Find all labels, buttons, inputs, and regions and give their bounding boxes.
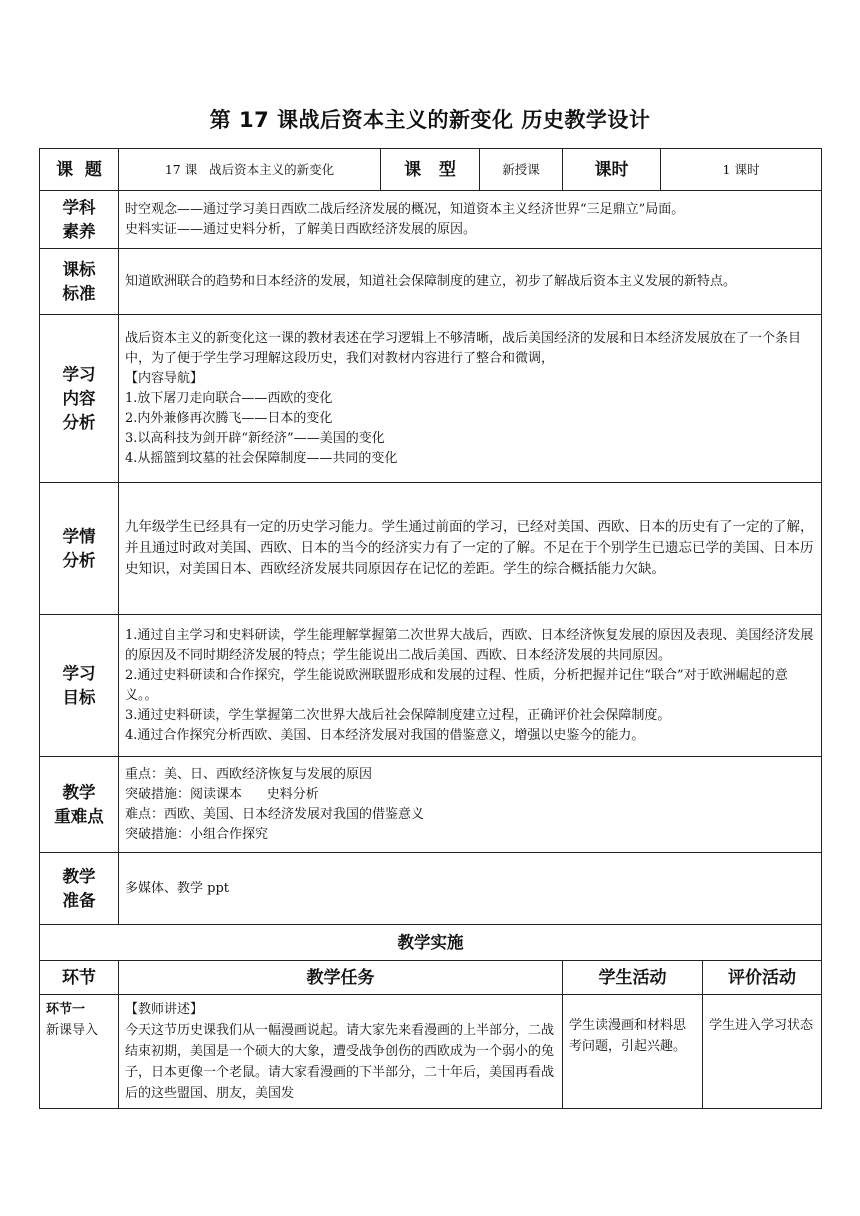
content-line: 战后资本主义的新变化这一课的教材表述在学习逻辑上不够清晰，战后美国经济的发展和日本经济发展放在了一个条目中，为了便于学生学习理解这段历史，我们对教材内容进行了整合和微调， bbox=[125, 330, 802, 366]
keypoint-line: 突破措施：小组合作探究 bbox=[125, 826, 269, 842]
content-line: 2.内外兼修再次腾飞——日本的变化 bbox=[125, 410, 333, 426]
content-line: 1.放下屠刀走向联合——西欧的变化 bbox=[125, 390, 333, 406]
header-row bbox=[40, 149, 822, 191]
goals-row bbox=[40, 615, 822, 757]
prep-line: 多媒体、教学 ppt bbox=[125, 880, 230, 896]
lesson-plan-table bbox=[39, 148, 822, 1109]
implementation-header-row bbox=[40, 961, 822, 995]
stage-task-text: 今天这节历史课我们从一幅漫画说起。请大家先来看漫画的上半部分，二战结束初期，美国是一个硕大的大象，遭受战争创伤的西欧成为一个弱小的兔子，日本更像一个老鼠。请大家看漫画的下半部分，二十年后，美国再看战后的这些盟国、朋友，美国发 bbox=[125, 1023, 555, 1101]
col-evaluation: 评价活动 bbox=[703, 961, 822, 995]
col-student: 学生活动 bbox=[563, 961, 703, 995]
keypoints-row bbox=[40, 757, 822, 853]
stage-task bbox=[119, 995, 563, 1109]
type-label: 课 型 bbox=[381, 149, 480, 191]
literacy-label: 学科 素养 bbox=[40, 191, 119, 249]
literacy-line: 史料实证——通过史料分析，了解美日西欧经济发展的原因。 bbox=[125, 221, 477, 237]
col-task: 教学任务 bbox=[119, 961, 563, 995]
stage-name: 环节一 新课导入 bbox=[40, 995, 119, 1109]
learners-content bbox=[119, 483, 822, 615]
period-label: 课时 bbox=[563, 149, 661, 191]
keypoint-line: 难点：西欧、美国、日本经济发展对我国的借鉴意义 bbox=[125, 806, 425, 822]
type-value: 新授课 bbox=[480, 149, 563, 191]
keypoints-content bbox=[119, 757, 822, 853]
content-row bbox=[40, 315, 822, 483]
page-title: 第 17 课战后资本主义的新变化 历史教学设计 bbox=[209, 108, 651, 132]
topic-label: 课 题 bbox=[40, 149, 119, 191]
content-line: 4.从摇篮到坟墓的社会保障制度——共同的变化 bbox=[125, 450, 398, 466]
goal-line: 1.通过自主学习和史料研读，学生能理解掌握第二次世界大战后，西欧、日本经济恢复发展的原因及表现、美国经济发展的原因及不同时期经济发展的特点；学生能说出二战后美国、西欧、日本经济发展的共同原因。 bbox=[125, 627, 814, 663]
learners-label: 学情 分析 bbox=[40, 483, 119, 615]
stage-row bbox=[40, 995, 822, 1109]
standard-label: 课标 标准 bbox=[40, 249, 119, 315]
stage-student-activity: 学生读漫画和材料思考问题，引起兴趣。 bbox=[563, 995, 703, 1109]
standard-content bbox=[119, 249, 822, 315]
literacy-line: 时空观念——通过学习美日西欧二战后经济发展的概况，知道资本主义经济世界“三足鼎立”局面。 bbox=[125, 201, 685, 217]
standard-row bbox=[40, 249, 822, 315]
col-stage: 环节 bbox=[40, 961, 119, 995]
prep-label: 教学 准备 bbox=[40, 853, 119, 925]
literacy-row bbox=[40, 191, 822, 249]
keypoint-line: 重点：美、日、西欧经济恢复与发展的原因 bbox=[125, 766, 373, 782]
content-label: 学习 内容 分析 bbox=[40, 315, 119, 483]
standard-line: 知道欧洲联合的趋势和日本经济的发展，知道社会保障制度的建立，初步了解战后资本主义发展的新特点。 bbox=[125, 273, 737, 289]
stage-task-heading: 【教师讲述】 bbox=[125, 1002, 204, 1017]
goal-line: 4.通过合作探究分析西欧、美国、日本经济发展对我国的借鉴意义，增强以史鉴今的能力。 bbox=[125, 727, 645, 743]
goals-content bbox=[119, 615, 822, 757]
content-line: 3.以高科技为剑开辟“新经济”——美国的变化 bbox=[125, 430, 385, 446]
content-nav-heading: 【内容导航】 bbox=[125, 370, 204, 386]
goal-line: 2.通过史料研读和合作探究，学生能说欧洲联盟形成和发展的过程、性质，分析把握并记住“联合”对于欧洲崛起的意义。。 bbox=[125, 667, 788, 703]
topic-value: 17 课 战后资本主义的新变化 bbox=[119, 149, 381, 191]
learners-line: 九年级学生已经具有一定的历史学习能力。学生通过前面的学习，已经对美国、西欧、日本的历史有了一定的了解，并且通过时政对美国、西欧、日本的当今的经济实力有了一定的了解。不足在于个别学生已遗忘已学的美国、日本历史知识，对美国日本、西欧经济发展共同原因存在记忆的差距。学生的综合概括能力欠缺。 bbox=[125, 519, 814, 577]
implementation-title-row bbox=[40, 925, 822, 961]
implementation-title: 教学实施 bbox=[40, 925, 822, 961]
learners-row bbox=[40, 483, 822, 615]
keypoint-line: 突破措施：阅读课本 史料分析 bbox=[125, 786, 319, 802]
goal-line: 3.通过史料研读，学生掌握第二次世界大战后社会保障制度建立过程，正确评价社会保障制度。 bbox=[125, 707, 671, 723]
content-analysis bbox=[119, 315, 822, 483]
prep-content bbox=[119, 853, 822, 925]
keypoints-label: 教学 重难点 bbox=[40, 757, 119, 853]
prep-row bbox=[40, 853, 822, 925]
goals-label: 学习 目标 bbox=[40, 615, 119, 757]
literacy-content bbox=[119, 191, 822, 249]
period-value: 1 课时 bbox=[661, 149, 822, 191]
stage-evaluation: 学生进入学习状态 bbox=[703, 995, 822, 1109]
